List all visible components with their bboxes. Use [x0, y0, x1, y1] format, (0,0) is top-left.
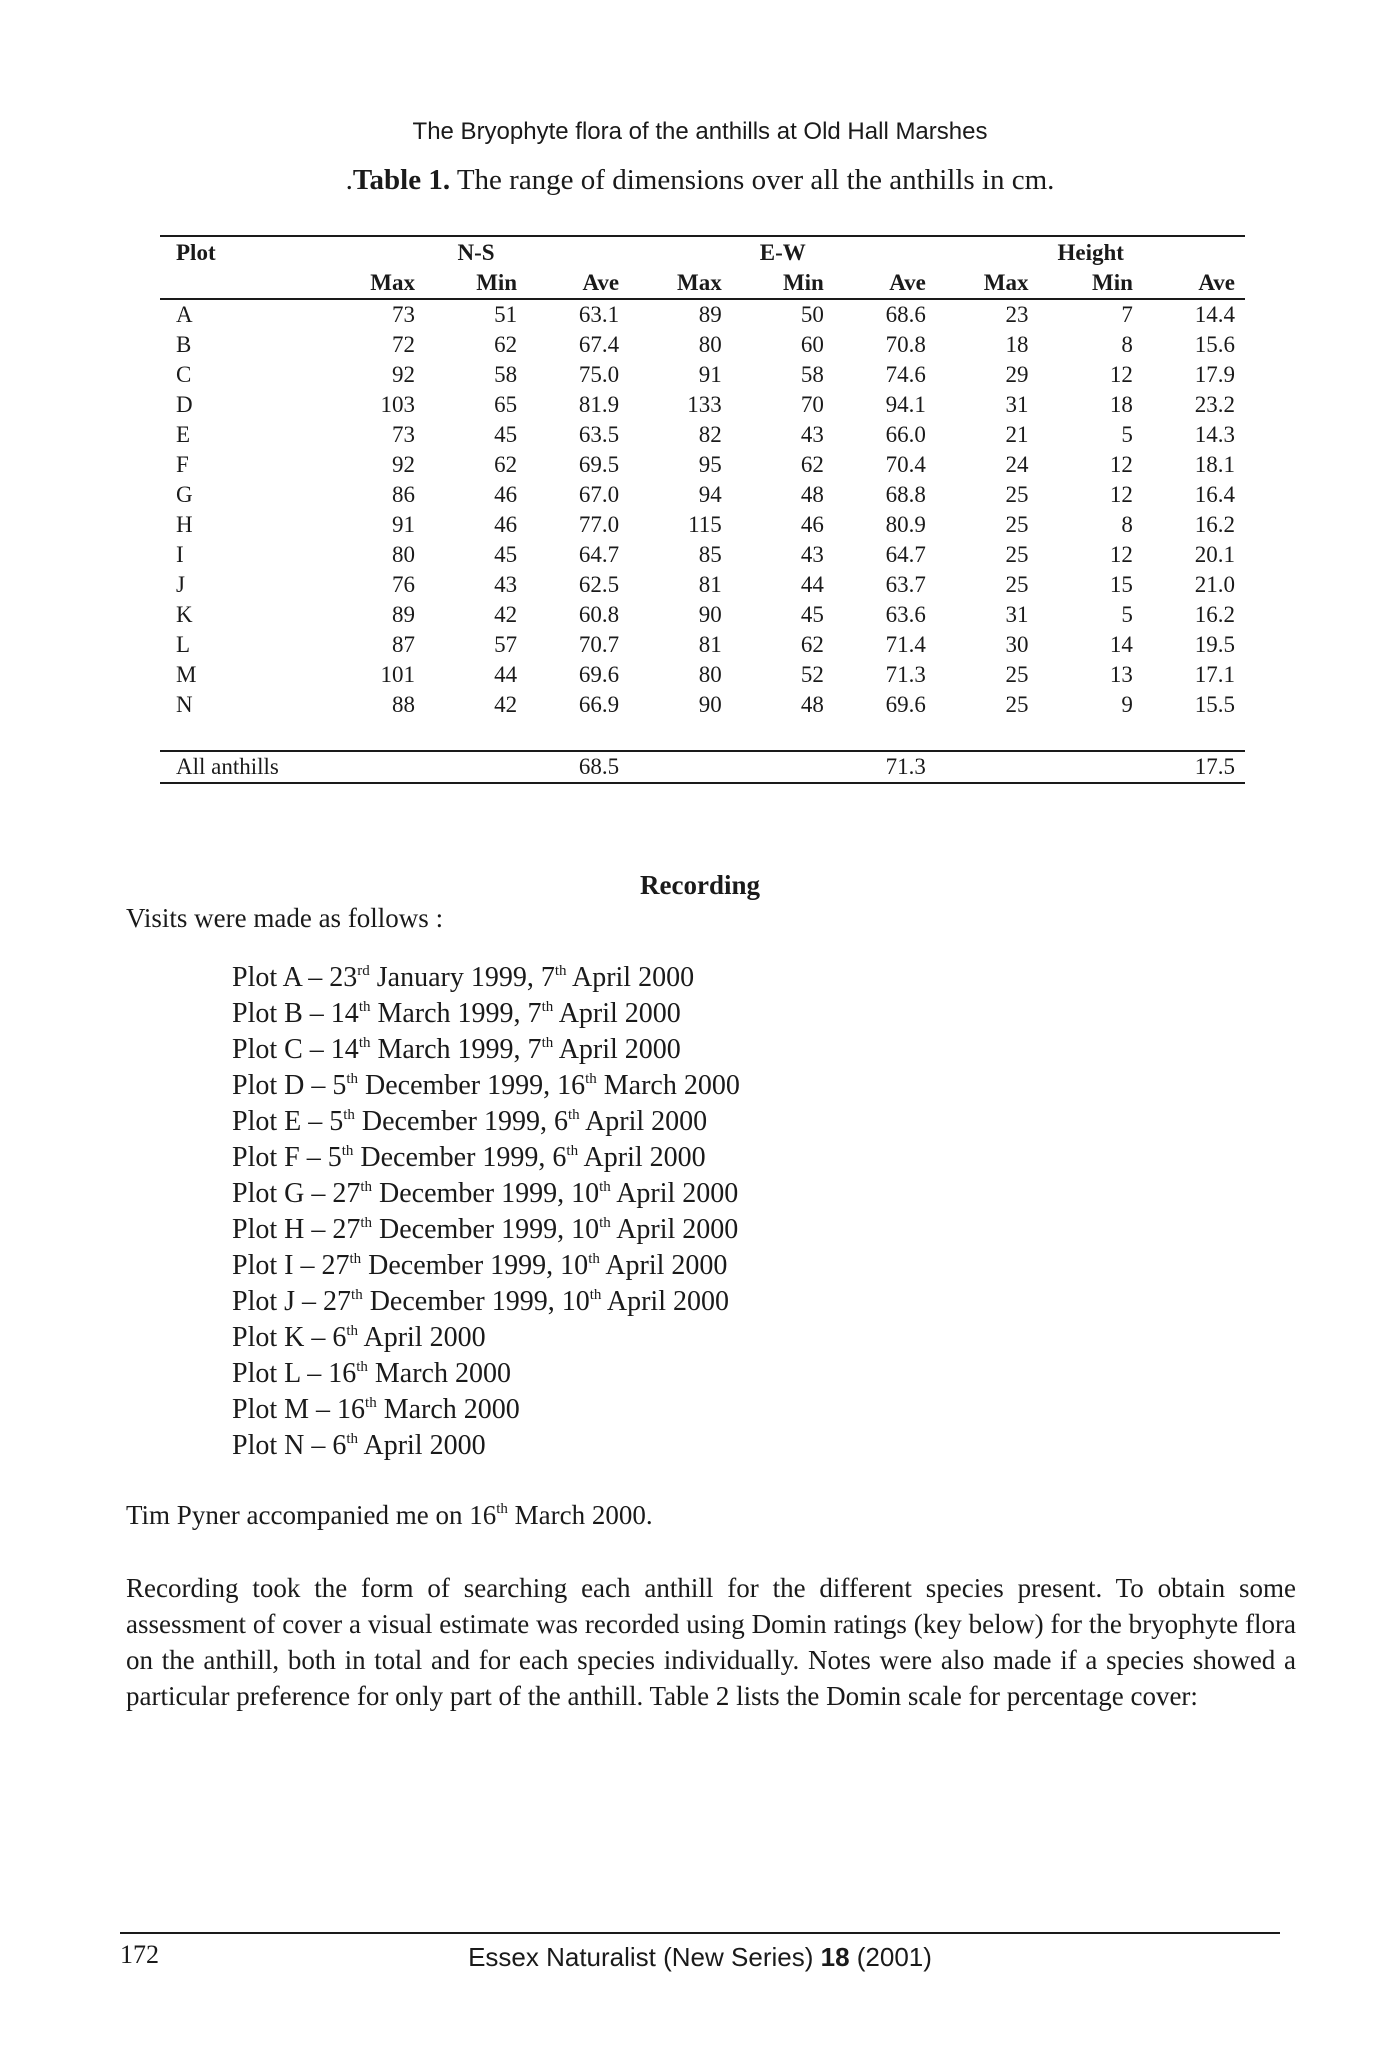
table-cell: 51 — [494, 302, 518, 327]
table-row — [160, 510, 1245, 540]
table-cell: 13 — [1109, 662, 1133, 687]
plot-label: N — [176, 692, 193, 717]
caption-text: The range of dimensions over all the anthills in cm. — [450, 164, 1055, 196]
table-cell: 12 — [1109, 542, 1133, 567]
table-cell: 89 — [392, 602, 415, 627]
table-cell: 92 — [392, 452, 415, 477]
table-cell: 133 — [687, 392, 722, 417]
table-cell: 25 — [1005, 662, 1029, 687]
table-cell: 18.1 — [1194, 452, 1235, 477]
total-height-ave: 17.5 — [1143, 751, 1245, 783]
visit-item: Plot G – 27th December 1999, 10th April 2000 — [232, 1178, 739, 1209]
table-cell: 85 — [698, 542, 722, 567]
visit-item: Plot F – 5th December 1999, 6th April 2000 — [232, 1142, 706, 1173]
table-cell: 81.9 — [578, 392, 620, 417]
visit-item: Plot D – 5th December 1999, 16th March 2000 — [232, 1070, 740, 1101]
table-cell: 63.5 — [578, 422, 620, 447]
table-cell: 16.4 — [1194, 482, 1235, 507]
table-cell: 46 — [494, 512, 518, 537]
subheader-ave: Ave — [834, 268, 936, 299]
plot-label: G — [176, 482, 193, 507]
page-number: 172 — [120, 1940, 159, 1969]
subheader-ave: Ave — [527, 268, 629, 299]
table-cell: 9 — [1121, 692, 1133, 717]
total-label: All anthills — [160, 751, 322, 783]
table-cell: 15.6 — [1194, 332, 1235, 357]
table-cell: 62 — [800, 452, 824, 477]
caption-label: Table 1. — [352, 164, 451, 196]
journal-title: Essex Naturalist (New Series) — [468, 1942, 821, 1972]
table-cell: 70 — [800, 392, 824, 417]
table-cell: 15.5 — [1194, 692, 1235, 717]
table-cell: 31 — [1005, 392, 1029, 417]
visit-item: Plot H – 27th December 1999, 10th April 2000 — [232, 1214, 739, 1245]
table-cell: 62 — [494, 332, 518, 357]
table-cell: 94.1 — [885, 392, 926, 417]
table-cell: 25 — [1005, 542, 1029, 567]
table-cell: 70.8 — [885, 332, 926, 357]
footer-rule — [120, 1932, 1280, 1934]
companion-note: Tim Pyner accompanied me on 16th March 2000. — [126, 1500, 653, 1530]
table-cell: 7 — [1121, 302, 1133, 327]
table-cell: 21.0 — [1194, 572, 1235, 597]
table-cell: 14.4 — [1194, 302, 1235, 327]
subheader-min: Min — [1039, 268, 1143, 299]
table-cell: 90 — [698, 692, 722, 717]
total-ns-ave: 68.5 — [527, 751, 629, 783]
visit-item: Plot A – 23rd January 1999, 7th April 2000 — [232, 962, 695, 993]
table-cell: 80 — [392, 542, 415, 567]
section-heading: Recording — [640, 870, 760, 900]
dimensions-table — [160, 235, 1245, 784]
table-row — [160, 360, 1245, 390]
table-cell: 69.6 — [578, 662, 620, 687]
table-cell: 12 — [1109, 452, 1133, 477]
table-cell: 92 — [392, 362, 415, 387]
table-cell: 75.0 — [578, 362, 620, 387]
table-cell: 45 — [494, 422, 518, 447]
plot-label: M — [176, 662, 197, 687]
table-cell: 95 — [698, 452, 722, 477]
visit-item: Plot C – 14th March 1999, 7th April 2000 — [232, 1034, 681, 1065]
table-cell: 16.2 — [1194, 512, 1235, 537]
plot-label: B — [176, 332, 192, 357]
table-cell: 57 — [494, 632, 518, 657]
table-cell: 70.7 — [578, 632, 620, 657]
plot-label: D — [176, 392, 193, 417]
table-cell: 69.5 — [578, 452, 620, 477]
journal-year: (2001) — [849, 1942, 932, 1972]
table-cell: 23 — [1005, 302, 1029, 327]
subheader-max: Max — [629, 268, 732, 299]
table-cell: 42 — [494, 602, 518, 627]
table-body — [160, 299, 1245, 720]
visits-intro: Visits were made as follows : — [126, 903, 444, 933]
table-cell: 70.4 — [885, 452, 926, 477]
table-cell: 64.7 — [578, 542, 620, 567]
table-subheader-row — [160, 268, 1245, 299]
table-cell: 89 — [698, 302, 722, 327]
plot-label: E — [176, 422, 191, 447]
visit-item: Plot K – 6th April 2000 — [232, 1322, 486, 1353]
subheader-min: Min — [425, 268, 527, 299]
visits-list — [232, 960, 740, 1464]
visit-item: Plot M – 16th March 2000 — [232, 1394, 520, 1425]
journal-volume: 18 — [820, 1942, 850, 1972]
table-cell: 19.5 — [1194, 632, 1235, 657]
table-cell: 65 — [494, 392, 518, 417]
visit-item: Plot I – 27th December 1999, 10th April 2000 — [232, 1250, 728, 1281]
plot-label: H — [176, 512, 193, 537]
table-cell: 43 — [800, 422, 824, 447]
table-cell: 63.1 — [578, 302, 620, 327]
table-row — [160, 690, 1245, 720]
table-cell: 46 — [800, 512, 824, 537]
plot-label: J — [176, 572, 185, 597]
table-cell: 69.6 — [885, 692, 926, 717]
table-cell: 80.9 — [885, 512, 926, 537]
table-cell: 60 — [800, 332, 824, 357]
table-cell: 24 — [1005, 452, 1029, 477]
table-row — [160, 390, 1245, 420]
table-cell: 68.8 — [885, 482, 926, 507]
table-row — [160, 299, 1245, 330]
table-cell: 101 — [380, 662, 415, 687]
table-cell: 64.7 — [885, 542, 926, 567]
table-cell: 8 — [1121, 332, 1133, 357]
table-cell: 81 — [698, 572, 722, 597]
table-cell: 8 — [1121, 512, 1133, 537]
visit-item: Plot B – 14th March 1999, 7th April 2000 — [232, 998, 681, 1029]
table-cell: 62 — [494, 452, 518, 477]
table-cell: 42 — [494, 692, 518, 717]
table-cell: 77.0 — [578, 512, 620, 537]
table-cell: 30 — [1005, 632, 1029, 657]
table-cell: 25 — [1005, 482, 1029, 507]
group-header-ew: E-W — [732, 236, 834, 268]
plot-label: C — [176, 362, 192, 387]
table-cell: 66.0 — [885, 422, 926, 447]
subheader-max: Max — [936, 268, 1039, 299]
total-ew-ave: 71.3 — [834, 751, 936, 783]
table-cell: 46 — [494, 482, 518, 507]
table-cell: 58 — [494, 362, 518, 387]
table-row — [160, 630, 1245, 660]
table-cell: 81 — [698, 632, 722, 657]
table-cell: 17.9 — [1194, 362, 1235, 387]
table-cell: 45 — [800, 602, 824, 627]
table-cell: 12 — [1109, 482, 1133, 507]
table-cell: 115 — [688, 512, 722, 537]
table-cell: 80 — [698, 662, 722, 687]
table-group-header-row — [160, 236, 1245, 268]
recording-paragraph: Recording took the form of searching each anthill for the different species present. To obtain some assessment of cover a visual estimate was recorded using Domin ratings (key below) for the bryophyte flora on the anthill, both in total and for each species individually. Notes were also made if a species showed a particular preference for only part of the anthill. Table 2 lists the Domin scale for percentage cover: — [126, 1573, 1296, 1711]
table-cell: 14 — [1109, 632, 1133, 657]
table-cell: 94 — [698, 482, 722, 507]
plot-label: F — [176, 452, 189, 477]
running-header: The Bryophyte flora of the anthills at Old Hall Marshes — [412, 118, 988, 145]
table-cell: 48 — [800, 692, 824, 717]
table-cell: 91 — [698, 362, 722, 387]
table-cell: 18 — [1109, 392, 1133, 417]
subheader-max: Max — [322, 268, 425, 299]
table-cell: 88 — [392, 692, 415, 717]
table-cell: 63.7 — [885, 572, 926, 597]
table-cell: 25 — [1005, 692, 1029, 717]
table-cell: 76 — [392, 572, 415, 597]
table-caption — [0, 164, 1400, 197]
table-cell: 68.6 — [885, 302, 926, 327]
table-cell: 29 — [1005, 362, 1029, 387]
table-cell: 80 — [698, 332, 722, 357]
table-cell: 73 — [392, 302, 415, 327]
table-cell: 17.1 — [1194, 662, 1235, 687]
table-cell: 58 — [800, 362, 824, 387]
table-cell: 43 — [800, 542, 824, 567]
table-cell: 60.8 — [578, 602, 620, 627]
visit-item: Plot J – 27th December 1999, 10th April 2000 — [232, 1286, 729, 1317]
visit-item: Plot N – 6th April 2000 — [232, 1430, 486, 1461]
table-row — [160, 600, 1245, 630]
table-row — [160, 570, 1245, 600]
table-row — [160, 450, 1245, 480]
subheader-ave: Ave — [1143, 268, 1245, 299]
table-row — [160, 330, 1245, 360]
table-total-row — [160, 751, 1245, 783]
table-cell: 15 — [1109, 572, 1133, 597]
table-cell: 5 — [1121, 422, 1133, 447]
caption-prefix: . — [345, 164, 353, 196]
plot-label: K — [176, 602, 193, 627]
visit-item: Plot L – 16th March 2000 — [232, 1358, 511, 1389]
table-cell: 63.6 — [885, 602, 926, 627]
table-cell: 45 — [494, 542, 518, 567]
table-cell: 52 — [800, 662, 824, 687]
table-cell: 21 — [1005, 422, 1029, 447]
table-row — [160, 660, 1245, 690]
plot-label: L — [176, 632, 191, 657]
table-row — [160, 540, 1245, 570]
table-cell: 71.4 — [885, 632, 926, 657]
table-cell: 14.3 — [1194, 422, 1235, 447]
table-cell: 74.6 — [885, 362, 926, 387]
table-cell: 87 — [392, 632, 415, 657]
table-cell: 31 — [1005, 602, 1029, 627]
plot-label: I — [176, 542, 184, 567]
table-cell: 20.1 — [1194, 542, 1235, 567]
table-row — [160, 480, 1245, 510]
table-cell: 82 — [698, 422, 722, 447]
table-cell: 23.2 — [1194, 392, 1235, 417]
subheader-min: Min — [732, 268, 834, 299]
table-cell: 72 — [392, 332, 415, 357]
table-cell: 44 — [800, 572, 824, 597]
table-cell: 62 — [800, 632, 824, 657]
table-cell: 44 — [494, 662, 518, 687]
table-cell: 103 — [380, 392, 415, 417]
table-cell: 73 — [392, 422, 415, 447]
journal-name — [0, 1942, 1400, 1973]
table-row — [160, 420, 1245, 450]
plot-label: A — [176, 302, 193, 327]
table-cell: 62.5 — [578, 572, 620, 597]
table-cell: 91 — [392, 512, 415, 537]
table-cell: 16.2 — [1194, 602, 1235, 627]
table-cell: 25 — [1005, 572, 1029, 597]
table-cell: 12 — [1109, 362, 1133, 387]
table-cell: 66.9 — [578, 692, 620, 717]
table-cell: 90 — [698, 602, 722, 627]
visit-item: Plot E – 5th December 1999, 6th April 2000 — [232, 1106, 708, 1137]
table-cell: 43 — [494, 572, 518, 597]
group-header-ns: N-S — [425, 236, 527, 268]
table-cell: 48 — [800, 482, 824, 507]
group-header-height: Height — [1039, 236, 1143, 268]
table-cell: 67.4 — [578, 332, 620, 357]
table-cell: 5 — [1121, 602, 1133, 627]
table-cell: 71.3 — [885, 662, 926, 687]
table-cell: 67.0 — [578, 482, 620, 507]
table-cell: 18 — [1005, 332, 1029, 357]
table-cell: 25 — [1005, 512, 1029, 537]
table-cell: 50 — [800, 302, 824, 327]
plot-column-header: Plot — [160, 236, 322, 268]
table-cell: 86 — [392, 482, 415, 507]
